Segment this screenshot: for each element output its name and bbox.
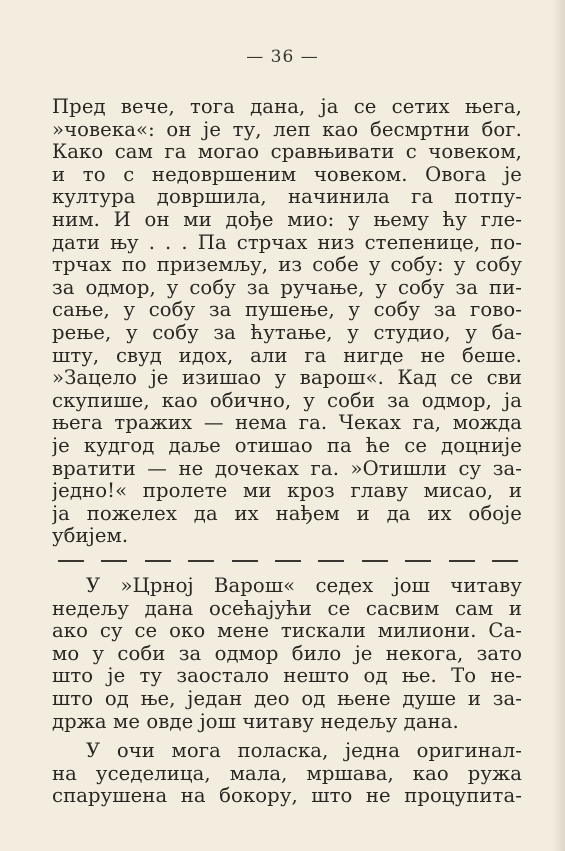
separator-dash xyxy=(449,560,475,562)
page-number: — 36 — xyxy=(246,47,319,67)
text-line: њега тражих — нема га. Чеках га, можда xyxy=(52,412,522,435)
text-line: и то с недовршеним човеком. Овога је xyxy=(52,163,522,186)
paragraph-3 xyxy=(52,740,522,808)
text-line: »човека«: он је ту, леп као бесмртни бог. xyxy=(52,118,522,141)
paragraph-1 xyxy=(52,96,522,548)
text-line: Пред вече, тога дана, ја се сетих њега, xyxy=(52,96,522,118)
text-line: што је ту заостало нешто од ње. То не- xyxy=(52,665,522,688)
paragraph-2 xyxy=(52,575,522,733)
separator-dash xyxy=(318,560,344,562)
separator-dash xyxy=(58,560,84,562)
text-line: ако су се око мене тискали милиони. Са- xyxy=(52,620,522,643)
text-line: »Зацело је изишао у варош«. Кад се сви xyxy=(52,367,522,390)
text-line: спарушена на бокору, што не процупита- xyxy=(52,785,522,808)
text-line: рење, у собу за ћутање, у студио, у ба- xyxy=(52,321,522,344)
text-line: убијем. xyxy=(52,525,129,548)
separator-dash xyxy=(405,560,431,562)
text-line: култура довршила, начинила га потпу- xyxy=(52,186,522,209)
text-line: ја пожелех да их нађем и да их обоје xyxy=(52,502,522,525)
text-line: Како сам га могао сравњивати с човеком, xyxy=(52,141,522,164)
separator-dash xyxy=(145,560,171,562)
text-line: трчах по приземљу, из собе у собу: у собу xyxy=(52,254,522,277)
text-line: за одмор, у собу за ручање, у собу за пи- xyxy=(52,276,522,299)
text-line: што од ње, један део од њене душе и за- xyxy=(52,687,522,710)
separator-dash xyxy=(275,560,301,562)
text-line: на уседелица, мала, мршава, као ружа xyxy=(52,762,522,785)
separator-dash xyxy=(232,560,258,562)
separator-dash xyxy=(188,560,214,562)
text-line: вратити — не дочеках га. »Отишли су за- xyxy=(52,457,522,480)
text-line: држа ме овде још читаву недељу дана. xyxy=(52,710,459,733)
text-line: У очи мога поласка, једна оригинал- xyxy=(86,740,522,762)
section-separator xyxy=(58,559,518,563)
separator-dash xyxy=(101,560,127,562)
text-line: ним. И он ми дође мио: у њему ћу гле- xyxy=(52,208,522,231)
separator-dash xyxy=(492,560,518,562)
text-line: недељу дана осећајући се сасвим сам и xyxy=(52,597,522,620)
text-line: У »Црној Варош« седех још читаву xyxy=(86,575,522,597)
page-edge-shadow xyxy=(553,0,565,851)
separator-dash xyxy=(362,560,388,562)
text-line: једно!« пролете ми кроз главу мисао, и xyxy=(52,480,522,503)
text-line: мо у соби за одмор било је некога, зато xyxy=(52,642,522,665)
text-line: дати њу . . . Па стрчах низ степенице, по- xyxy=(52,231,522,254)
text-line: шту, свуд идох, али га нигде не беше. xyxy=(52,344,522,367)
text-line: је кудгод даље отишао па ће се доцније xyxy=(52,434,522,457)
text-line: сање, у собу за пушење, у собу за гово- xyxy=(52,299,522,322)
text-line: скупише, као обично, у соби за одмор, ја xyxy=(52,389,522,412)
